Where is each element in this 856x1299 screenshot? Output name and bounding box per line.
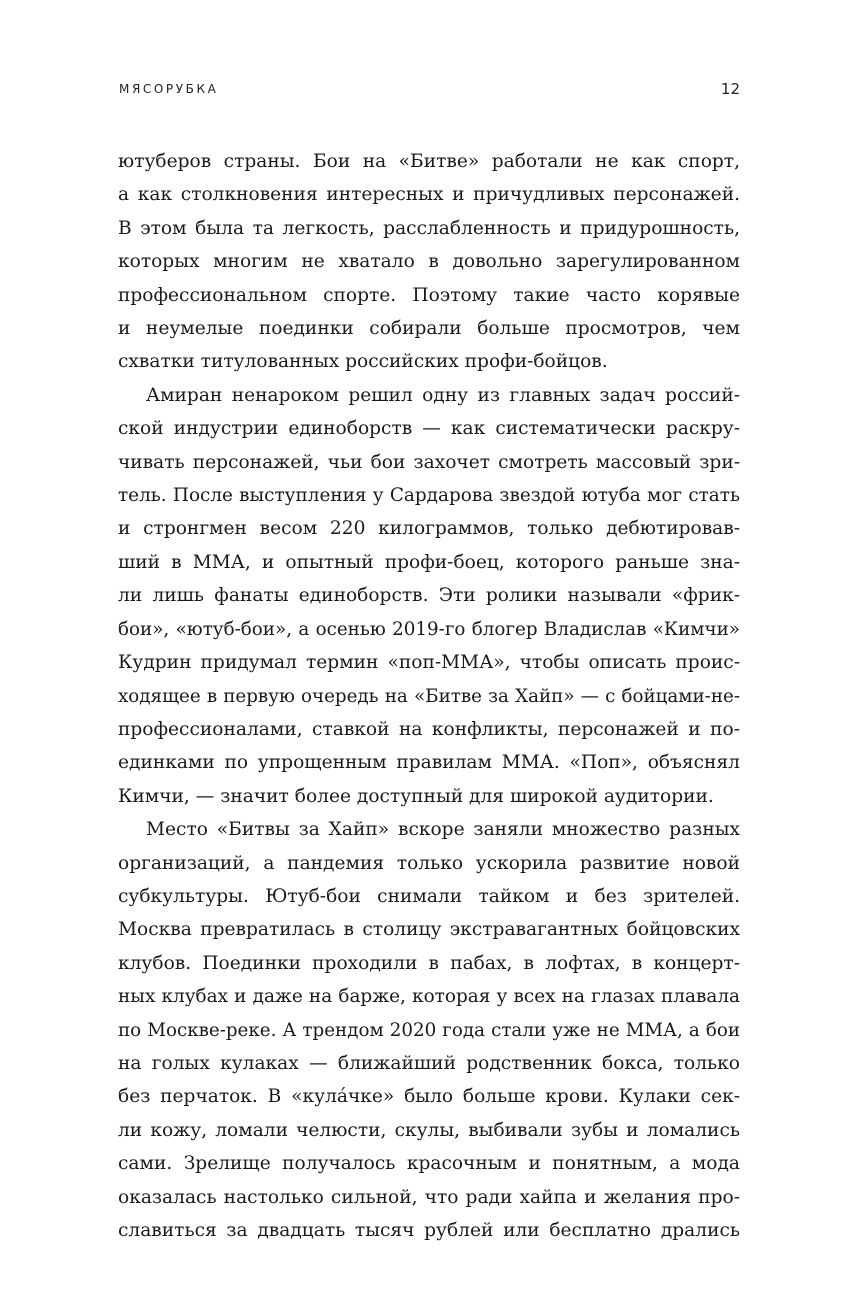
text-line: Москва превратилась в столицу экстравагантных бойцовских [118, 919, 740, 941]
text-line: субкультуры. Ютуб-бои снимали тайком и без зрителей. [118, 885, 740, 907]
running-title: МЯСОРУБКА [119, 82, 219, 96]
text-line: Кудрин придумал термин «поп-ММА», чтобы описать проис- [118, 652, 740, 674]
text-line: В этом была та легкость, расслабленность и придурошность, [118, 217, 740, 239]
body-text [118, 145, 740, 1247]
text-line: профессиональном спорте. Поэтому такие часто корявые [118, 284, 740, 306]
paragraph [118, 813, 740, 1247]
paragraph [118, 379, 740, 813]
page-number: 12 [720, 80, 740, 98]
text-line: ской индустрии единоборств — как систематически раскру- [118, 418, 740, 440]
text-line: организаций, а пандемия только ускорила развитие новой [118, 852, 740, 874]
paragraph [118, 145, 740, 379]
text-line: бои», «ютуб-бои», а осенью 2019-го блогер Владислав «Кимчи» [118, 618, 740, 640]
text-line: ший в ММА, и опытный профи-боец, которого раньше зна- [118, 551, 740, 573]
text-line: тель. После выступления у Сардарова звездой ютуба мог стать [118, 485, 740, 507]
text-line: ходящее в первую очередь на «Битве за Хайп» — с бойцами-не- [118, 685, 740, 707]
text-line: славиться за двадцать тысяч рублей или бесплатно дрались [118, 1220, 740, 1241]
text-line: профессионалами, ставкой на конфликты, персонажей и по- [118, 718, 740, 740]
text-line: оказалась настолько сильной, что ради хайпа и желания про- [118, 1186, 740, 1208]
text-line: и стронгмен весом 220 килограммов, только дебютировав- [118, 518, 740, 540]
text-line: по Москве-реке. А трендом 2020 года стали уже не ММА, а бои [118, 1019, 740, 1041]
text-line: ютуберов страны. Бои на «Битве» работали не как спорт, [118, 151, 740, 172]
text-line: Амиран ненароком решил одну из главных задач россий- [146, 384, 740, 406]
text-line: Место «Битвы за Хайп» вскоре заняли множество разных [146, 819, 740, 841]
text-line: схватки титулованных российских профи-бойцов. [118, 351, 608, 373]
text-line: на голых кулаках — ближайший родственник бокса, только [118, 1052, 740, 1074]
text-line: сами. Зрелище получалось красочным и понятным, а мода [118, 1153, 740, 1175]
text-line: чивать персонажей, чьи бои захочет смотреть массовый зри- [118, 451, 740, 473]
text-line: Кимчи, — значит более доступный для широкой аудитории. [118, 785, 714, 807]
text-line: ли кожу, ломали челюсти, скулы, выбивали зубы и ломались [118, 1119, 740, 1141]
text-line: ли лишь фанаты единоборств. Эти ролики называли «фрик- [118, 585, 740, 607]
text-line: клубов. Поединки проходили в пабах, в лофтах, в концерт- [118, 952, 740, 974]
text-line: единками по упрощенным правилам ММА. «Поп», объяснял [118, 752, 740, 774]
text-line: а как столкновения интересных и причудливых персонажей. [118, 184, 740, 206]
text-line: и неумелые поединки собирали больше просмотров, чем [118, 318, 740, 340]
text-line: без перчаток. В «кула́чке» было больше крови. Кулаки сек- [118, 1086, 740, 1108]
text-line: которых многим не хватало в довольно зарегулированном [118, 251, 740, 273]
text-line: ных клубах и даже на барже, которая у всех на глазах плавала [118, 986, 740, 1008]
